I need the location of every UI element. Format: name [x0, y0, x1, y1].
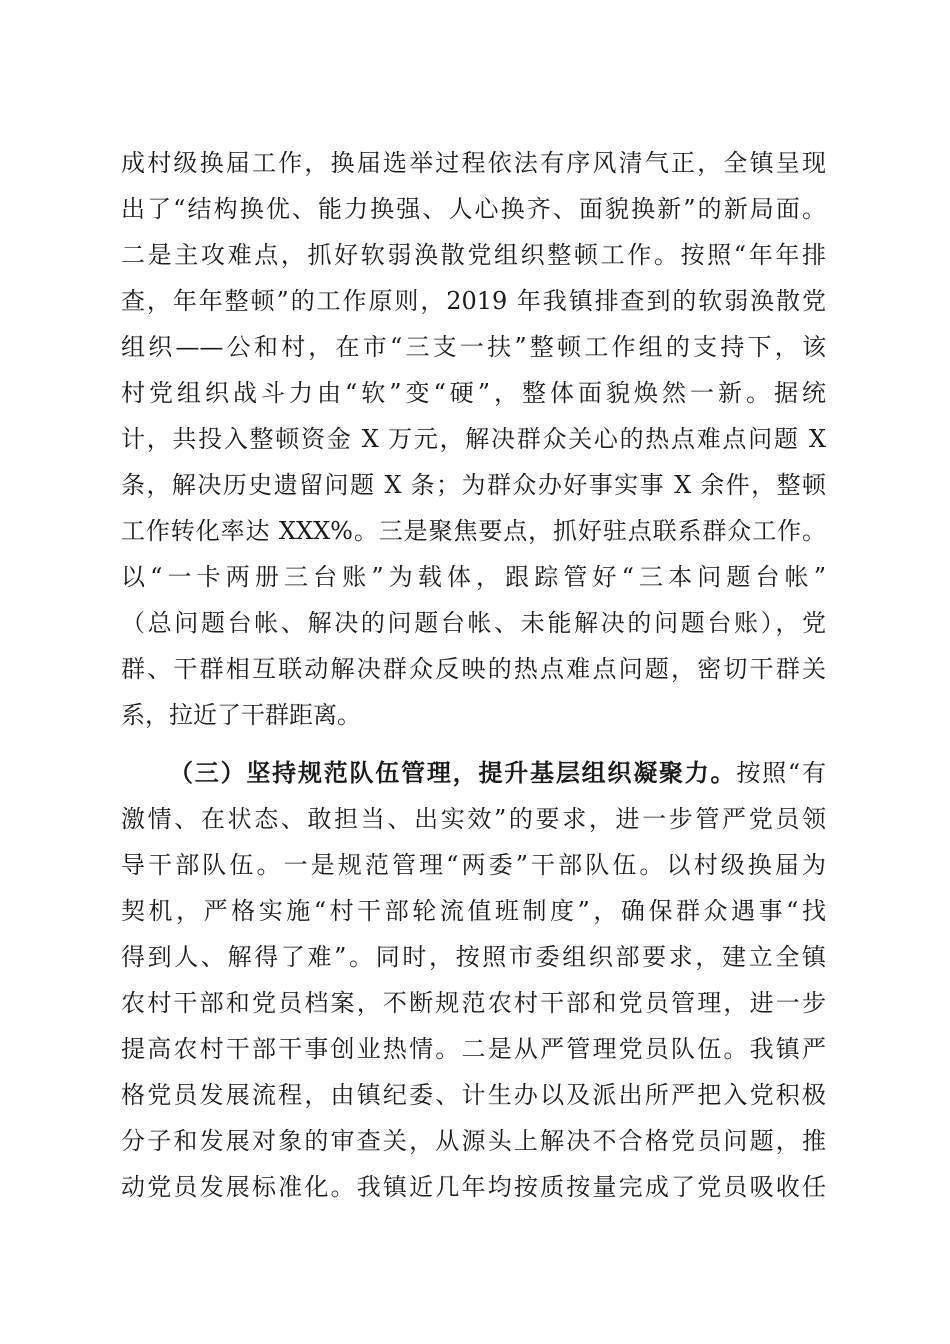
paragraph-1-line: 群、干群相互联动解决群众反映的热点难点问题，密切干群关 [121, 655, 826, 683]
paragraph-1-line: （总问题台帐、解决的问题台帐、未能解决的问题台账），党 [121, 609, 826, 637]
body-text [121, 140, 826, 1210]
paragraph-2-line: 动党员发展标准化。我镇近几年均按质按量完成了党员吸收任 [121, 1173, 826, 1201]
paragraph-1-line: 条，解决历史遗留问题 X 条；为群众办好事实事 X 余件，整顿 [121, 471, 826, 499]
paragraph-1-line: 系，拉近了干群距离。 [121, 701, 361, 729]
paragraph-1-line: 以“一卡两册三台账”为载体，跟踪管好“三本问题台帐” [121, 563, 826, 591]
paragraph-1-line: 村党组织战斗力由“软”变“硬”，整体面貌焕然一新。据统 [121, 379, 826, 407]
paragraph-1-line: 二是主攻难点，抓好软弱涣散党组织整顿工作。按照“年年排 [121, 241, 826, 269]
paragraph-1-line: 组织——公和村，在市“三支一扶”整顿工作组的支持下，该 [121, 333, 826, 361]
paragraph-1-line: 计，共投入整顿资金 X 万元，解决群众关心的热点难点问题 X [121, 425, 826, 453]
paragraph-2-line: 农村干部和党员档案，不断规范农村干部和党员管理，进一步 [121, 989, 826, 1017]
paragraph-2-first-line [121, 750, 826, 796]
paragraph-2-line: 契机，严格实施“村干部轮流值班制度”，确保群众遇事“找 [121, 897, 826, 925]
paragraph-1-line: 查，年年整顿”的工作原则，2019 年我镇排查到的软弱涣散党 [121, 287, 826, 315]
paragraph-1-line: 工作转化率达 XXX%。三是聚焦要点，抓好驻点联系群众工作。 [121, 517, 826, 545]
section-heading: （三）坚持规范队伍管理，提升基层组织凝聚力。 [169, 758, 737, 787]
paragraph-2-line: 分子和发展对象的审查关，从源头上解决不合格党员问题，推 [121, 1127, 826, 1155]
paragraph-2-line: 导干部队伍。一是规范管理“两委”干部队伍。以村级换届为 [121, 851, 826, 879]
paragraph-1-line: 出了“结构换优、能力换强、人心换齐、面貌换新”的新局面。 [121, 195, 826, 223]
paragraph-2-line: 提高农村干部干事创业热情。二是从严管理党员队伍。我镇严 [121, 1035, 826, 1063]
paragraph-2-line: 得到人、解得了难”。同时，按照市委组织部要求，建立全镇 [121, 943, 826, 971]
paragraph-2-line: 格党员发展流程，由镇纪委、计生办以及派出所严把入党积极 [121, 1081, 826, 1109]
paragraph-2-line: 激情、在状态、敢担当、出实效”的要求，进一步管严党员领 [121, 805, 826, 833]
paragraph-2-first-line-rest: 按照“有 [736, 759, 826, 787]
paragraph-1-line: 成村级换届工作，换届选举过程依法有序风清气正，全镇呈现 [121, 149, 826, 177]
